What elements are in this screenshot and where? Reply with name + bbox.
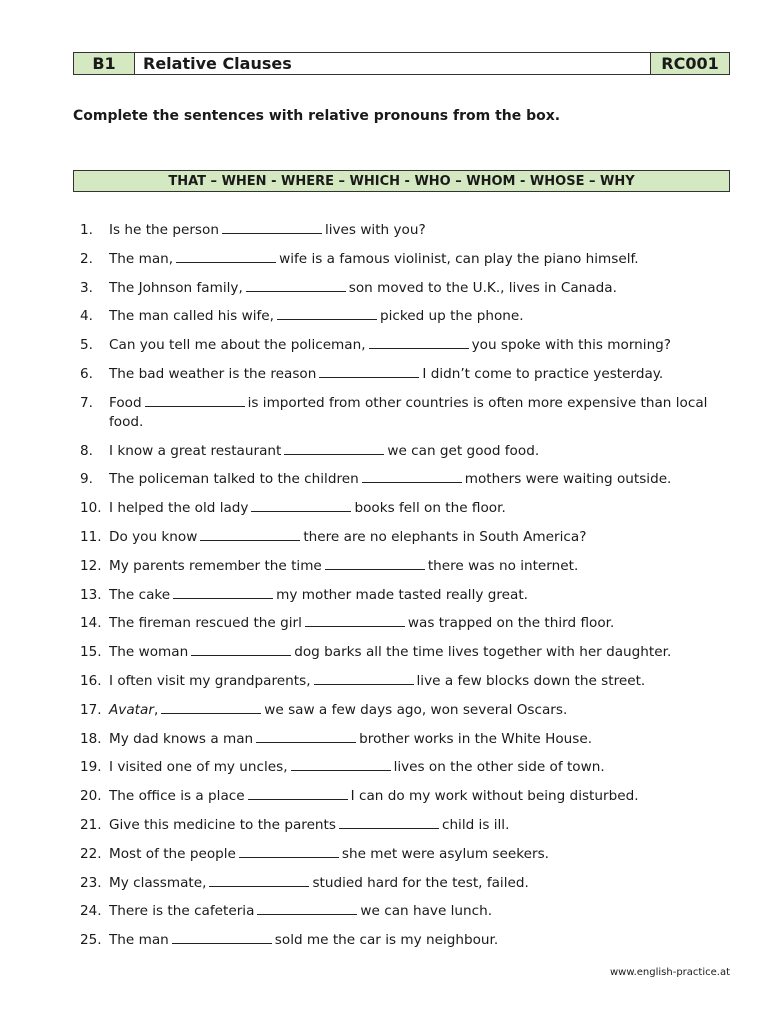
item-text <box>109 470 671 489</box>
item-post: my mother made tasted really great. <box>276 586 528 603</box>
exercise-item <box>80 470 730 489</box>
exercise-item <box>80 787 730 806</box>
item-number: 12. <box>80 557 102 574</box>
answer-blank[interactable] <box>248 787 348 800</box>
item-number: 9. <box>80 471 93 488</box>
item-pre: The office is a place <box>109 788 245 805</box>
item-pre: My classmate, <box>109 874 207 891</box>
instruction: Complete the sentences with relative pronouns from the box. <box>73 108 561 124</box>
item-number: 16. <box>80 672 102 689</box>
item-pre: Can you tell me about the policeman, <box>109 337 366 354</box>
item-text <box>109 528 586 547</box>
item-post: wife is a famous violinist, can play the piano himself. <box>279 250 639 267</box>
item-pre: My dad knows a man <box>109 730 254 747</box>
item-pre: The policeman talked to the children <box>109 471 359 488</box>
item-pre: The cake <box>109 586 171 603</box>
item-pre: , <box>153 701 159 718</box>
item-pre: Food <box>109 394 142 411</box>
item-number: 24. <box>80 903 102 920</box>
item-post: mothers were waiting outside. <box>464 471 672 488</box>
item-pre: The man, <box>109 250 174 267</box>
item-number: 8. <box>80 442 93 459</box>
answer-blank[interactable] <box>277 307 377 320</box>
answer-blank[interactable] <box>145 394 245 407</box>
item-post: I can do my work without being disturbed. <box>350 788 639 805</box>
item-text <box>109 845 549 864</box>
answer-blank[interactable] <box>284 442 384 455</box>
item-pre: I visited one of my uncles, <box>109 759 288 776</box>
item-italic: Avatar <box>109 701 154 718</box>
item-text <box>109 701 567 720</box>
exercise-item <box>80 336 730 355</box>
item-number: 18. <box>80 730 102 747</box>
item-text <box>109 307 524 326</box>
answer-blank[interactable] <box>369 336 469 349</box>
exercise-item <box>80 528 730 547</box>
answer-blank[interactable] <box>251 499 351 512</box>
item-number: 23. <box>80 874 102 891</box>
item-pre: I often visit my grandparents, <box>109 672 311 689</box>
item-post: brother works in the White House. <box>359 730 593 747</box>
exercise-item <box>80 557 730 576</box>
answer-blank[interactable] <box>256 730 356 743</box>
item-text <box>109 730 592 749</box>
exercise-item <box>80 250 730 269</box>
item-text <box>109 931 498 950</box>
answer-blank[interactable] <box>191 643 291 656</box>
item-number: 11. <box>80 528 102 545</box>
item-text <box>109 758 605 777</box>
item-number: 5. <box>80 337 93 354</box>
exercise-item <box>80 499 730 518</box>
exercise-item <box>80 701 730 720</box>
item-number: 13. <box>80 586 102 603</box>
answer-blank[interactable] <box>291 758 391 771</box>
exercise-item <box>80 758 730 777</box>
word-box: THAT – WHEN - WHERE – WHICH - WHO – WHOM - WHOSE – WHY <box>73 170 730 192</box>
exercise-item <box>80 614 730 633</box>
answer-blank[interactable] <box>246 279 346 292</box>
worksheet-code: RC001 <box>650 53 729 74</box>
item-pre: Do you know <box>109 528 198 545</box>
answer-blank[interactable] <box>200 528 300 541</box>
worksheet-title: Relative Clauses <box>135 53 650 74</box>
item-post: dog barks all the time lives together with her daughter. <box>294 644 672 661</box>
answer-blank[interactable] <box>172 931 272 944</box>
answer-blank[interactable] <box>257 902 357 915</box>
answer-blank[interactable] <box>305 614 405 627</box>
answer-blank[interactable] <box>222 221 322 234</box>
item-text <box>109 787 639 806</box>
answer-blank[interactable] <box>239 845 339 858</box>
exercise-item <box>80 394 730 432</box>
item-number: 4. <box>80 308 93 325</box>
exercise-item <box>80 643 730 662</box>
item-post: was trapped on the third floor. <box>407 615 615 632</box>
item-number: 2. <box>80 250 93 267</box>
footer-url: www.english-practice.at <box>609 967 730 978</box>
item-post: we can get good food. <box>387 442 540 459</box>
item-pre: Most of the people <box>109 845 236 862</box>
item-post: sold me the car is my neighbour. <box>274 932 499 949</box>
item-pre: The man <box>109 932 169 949</box>
item-text <box>109 586 528 605</box>
item-pre: My parents remember the time <box>109 557 322 574</box>
answer-blank[interactable] <box>362 470 462 483</box>
item-number: 22. <box>80 845 102 862</box>
item-number: 3. <box>80 279 93 296</box>
worksheet-header <box>73 52 730 75</box>
exercise-item <box>80 816 730 835</box>
answer-blank[interactable] <box>339 816 439 829</box>
item-pre: The Johnson family, <box>109 279 243 296</box>
exercise-item <box>80 586 730 605</box>
exercise-item <box>80 902 730 921</box>
item-post: there are no elephants in South America? <box>303 528 587 545</box>
item-post: I didn’t come to practice yesterday. <box>422 365 664 382</box>
item-number: 21. <box>80 816 102 833</box>
item-pre: The woman <box>109 644 189 661</box>
item-post: live a few blocks down the street. <box>416 672 646 689</box>
item-number: 7. <box>80 394 93 411</box>
item-number: 6. <box>80 365 93 382</box>
item-text <box>109 499 506 518</box>
exercise-item <box>80 365 730 384</box>
item-post: lives with you? <box>324 222 426 238</box>
item-number: 15. <box>80 644 102 661</box>
item-text <box>109 365 663 384</box>
answer-blank[interactable] <box>176 250 276 263</box>
item-pre: I know a great restaurant <box>109 442 282 459</box>
item-number: 25. <box>80 932 102 949</box>
exercise-list <box>80 221 730 960</box>
item-post: son moved to the U.K., lives in Canada. <box>348 279 617 296</box>
item-pre: I helped the old lady <box>109 500 249 517</box>
item-text <box>109 557 578 576</box>
item-text <box>109 442 539 461</box>
item-text <box>109 250 639 269</box>
exercise-item <box>80 845 730 864</box>
item-pre: There is the cafeteria <box>109 903 255 920</box>
item-text <box>109 874 529 893</box>
item-post: picked up the phone. <box>379 308 524 325</box>
item-text <box>109 394 730 432</box>
exercise-item <box>80 672 730 691</box>
exercise-item <box>80 931 730 950</box>
exercise-item <box>80 730 730 749</box>
item-post: she met were asylum seekers. <box>341 845 549 862</box>
item-number: 1. <box>80 222 93 238</box>
exercise-item <box>80 442 730 461</box>
item-text <box>109 221 426 240</box>
answer-blank[interactable] <box>209 874 309 887</box>
item-number: 14. <box>80 615 102 632</box>
item-number: 20. <box>80 788 102 805</box>
exercise-item <box>80 221 730 240</box>
exercise-item <box>80 279 730 298</box>
item-post: there was no internet. <box>427 557 579 574</box>
answer-blank[interactable] <box>173 586 273 599</box>
exercise-item <box>80 874 730 893</box>
item-pre: The bad weather is the reason <box>109 365 317 382</box>
item-text <box>109 643 671 662</box>
item-post: studied hard for the test, failed. <box>312 874 529 891</box>
item-text <box>109 614 614 633</box>
item-text <box>109 902 492 921</box>
answer-blank[interactable] <box>319 365 419 378</box>
item-post: is imported from other countries is often more expensive than local food. <box>109 394 708 430</box>
item-post: we saw a few days ago, won several Oscars. <box>264 701 568 718</box>
item-text <box>109 672 645 691</box>
answer-blank[interactable] <box>325 557 425 570</box>
item-post: you spoke with this morning? <box>471 337 672 354</box>
level-label: B1 <box>74 53 135 74</box>
item-text <box>109 279 617 298</box>
item-post: books fell on the floor. <box>354 500 506 517</box>
exercise-item <box>80 307 730 326</box>
item-post: child is ill. <box>441 816 510 833</box>
item-number: 19. <box>80 759 102 776</box>
item-pre: The man called his wife, <box>109 308 274 325</box>
item-text <box>109 336 671 355</box>
item-pre: Give this medicine to the parents <box>109 816 336 833</box>
item-pre: The fireman rescued the girl <box>109 615 302 632</box>
answer-blank[interactable] <box>161 701 261 714</box>
item-text <box>109 816 509 835</box>
answer-blank[interactable] <box>314 672 414 685</box>
item-number: 17. <box>80 701 102 718</box>
item-post: we can have lunch. <box>360 903 493 920</box>
item-pre: Is he the person <box>109 222 219 238</box>
item-number: 10. <box>80 500 102 517</box>
item-post: lives on the other side of town. <box>393 759 605 776</box>
